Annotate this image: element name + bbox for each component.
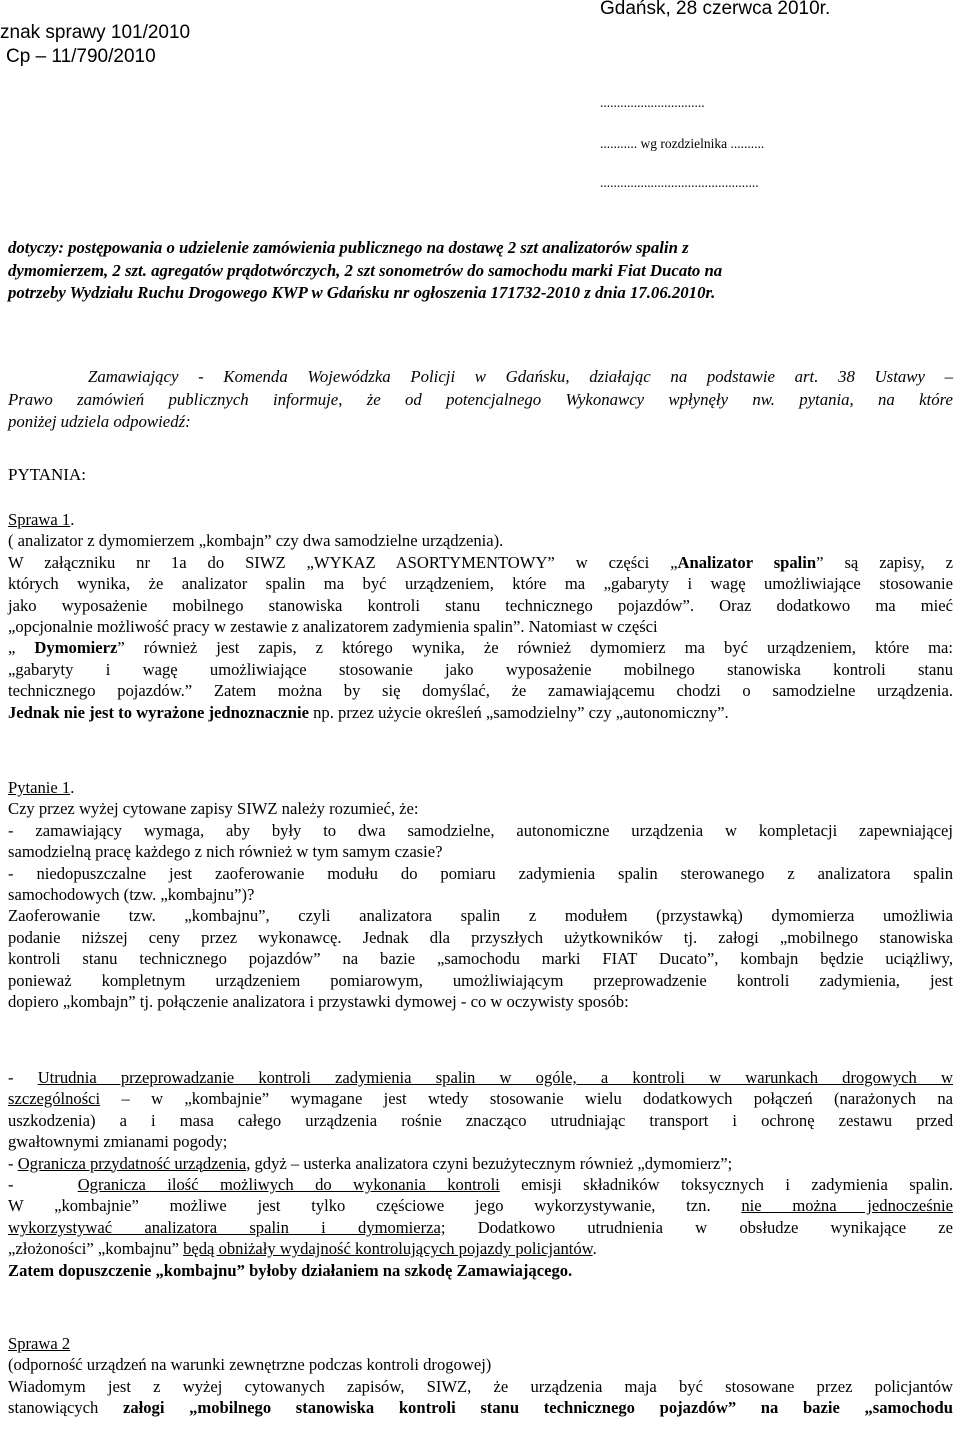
- text-span: -: [8, 1153, 18, 1173]
- sprawa-1-line: technicznego pojazdów.” Zatem można by się domyślać, że zamawiającemu chodzi o samodzielne urządzenia.: [8, 681, 953, 701]
- pytanie-1-title-text: Pytanie 1: [8, 778, 71, 797]
- sprawa-2-line: Wiadomym jest z wyżej cytowanych zapisów, SIWZ, że urządzenia maja być stosowane przez policjantów: [8, 1376, 953, 1396]
- point-line: [8, 1238, 953, 1259]
- text-span: Dodatkowo utrudnienia w obsłudze wynikające ze: [445, 1217, 953, 1237]
- pytanie-1-line: - zamawiający wymaga, aby były to dwa samodzielne, autonomiczne urządzenia w kompletacji zapewniającej: [8, 820, 953, 840]
- intro-line: poniżej udziela odpowiedź:: [8, 412, 191, 432]
- pytanie-1-line: ponieważ kompletnym urządzeniem pomiarowym, umożliwiającym przeprowadzenie kontroli zadymienia, jest: [8, 970, 953, 990]
- sprawa-2-title-text: Sprawa 2: [8, 1334, 71, 1353]
- conclusion-text: Zatem dopuszczenie „kombajnu” byłoby działaniem na szkodę Zamawiającego.: [8, 1260, 573, 1280]
- pytanie-1-line: dopiero „kombajn” tj. połączenie analizatora i przystawki dymowej - co w oczywisty sposób:: [8, 992, 629, 1012]
- text-span: W załączniku nr 1a do SIWZ „WYKAZ ASORTYMENTOWY” w części „: [8, 552, 678, 572]
- bold-phrase: załogi „mobilnego stanowiska kontroli stanu technicznego pojazdów” na bazie „samochodu: [122, 1398, 953, 1418]
- underlined-text: szczególności: [8, 1089, 101, 1109]
- text-span: .: [592, 1239, 597, 1259]
- underlined-text: Ogranicza przydatność urządzenia: [17, 1153, 247, 1173]
- point-line: [8, 1088, 953, 1109]
- subject-line: dymomierzem, 2 szt. agregatów prądotwórczych, 2 szt sonometrów do samochodu marki Fiat Ducato na: [8, 260, 723, 280]
- sprawa-1-title: [8, 509, 953, 530]
- bold-term: Analizator spalin: [677, 552, 817, 572]
- sprawa-1-line: [8, 552, 953, 573]
- pytanie-1-title-dot: .: [70, 778, 75, 797]
- text-span: – w „kombajnie” wymagane jest wtedy stosowanie wielu dodatkowych połączeń (narażonych na: [100, 1089, 953, 1109]
- point-line: [8, 1174, 953, 1195]
- sprawa-2-section: [8, 1333, 953, 1419]
- subject-line: potrzeby Wydziału Ruchu Drogowego KWP w Gdańsku nr ogłoszenia 171732-2010 z dnia 17.06.2010r.: [8, 283, 716, 303]
- bold-phrase: Jednak nie jest to wyrażone jednoznacznie: [8, 702, 309, 722]
- point-line: uszkodzenia) a i masa całego urządzenia rośnie znacząco utrudniając transport i ochronę zestawu przed: [8, 1110, 953, 1130]
- sprawa-2-title: [8, 1333, 953, 1354]
- consequences-list: [8, 1067, 953, 1281]
- place-date: Gdańsk, 28 czerwca 2010r.: [600, 0, 831, 19]
- sprawa-1-subtitle: ( analizator z dymomierzem „kombajn” czy dwa samodzielne urządzenia).: [8, 531, 504, 551]
- recipient-line-3: ...............................................: [600, 175, 759, 190]
- sprawa-1-line: „gabaryty i wagę umożliwiające stosowanie jako wyposażenie mobilnego stanowiska kontroli stanu: [8, 659, 953, 679]
- intro-line: Zamawiający - Komenda Wojewódzka Policji w Gdańsku, działając na podstawie art. 38 Ustawy –: [88, 367, 953, 386]
- subject: [8, 237, 953, 305]
- point-line: [8, 1067, 953, 1088]
- text-span: -: [8, 1068, 38, 1087]
- underlined-text: będą obniżały wydajność kontrolujących pojazdy policjantów: [183, 1239, 593, 1259]
- bold-term: Dymomierz: [34, 638, 118, 658]
- underlined-text: Ogranicza ilość możliwych do wykonania kontroli: [77, 1175, 500, 1195]
- sprawa-1-title-dot: .: [70, 510, 75, 529]
- text-span: , gdyż – usterka analizatora czyni bezużytecznym również „dymomierz”;: [246, 1153, 733, 1173]
- point-line: gwałtownymi zmianami pogody;: [8, 1132, 228, 1152]
- text-span: -: [8, 1175, 78, 1195]
- case-number: Cp – 11/790/2010: [6, 46, 156, 67]
- pytanie-1-line: kontroli stanu technicznego pojazdów” na bazie „samochodu marki FIAT Ducato”, kombajn będzie uciążliwy,: [8, 949, 953, 969]
- underlined-text: Utrudnia przeprowadzanie kontroli zadymienia spalin w ogóle, a kontroli w warunkach drogowych w: [37, 1068, 953, 1087]
- pytanie-1-line: podanie niższej ceny przez wykonawcę. Jednak dla przyszłych użytkowników tj. załogi „mobilnego stanowiska: [8, 927, 953, 947]
- conclusion: [8, 1260, 953, 1281]
- text-span: „złożoności” „kombajnu”: [8, 1239, 184, 1259]
- point-line: [8, 1217, 953, 1238]
- intro-paragraph: [8, 366, 953, 434]
- sprawa-1-line: jako wyposażenie mobilnego stanowiska kontroli stanu technicznego pojazdów”. Oraz dodatkowo ma mieć: [8, 595, 953, 615]
- pytanie-1-line: Zaoferowanie tzw. „kombajnu”, czyli analizatora spalin z modułem (przystawką) dymomierza umożliwia: [8, 906, 953, 926]
- text-span: ” również jest zapis, z którego wynika, że również dymomierz ma być urządzeniem, które ma:: [117, 638, 954, 658]
- intro-line: Prawo zamówień publicznych informuje, że od potencjalnego Wykonawcy wpłynęły nw. pytania, na które: [8, 389, 953, 409]
- subject-line: dotyczy: postępowania o udzielenie zamówienia publicznego na dostawę 2 szt analizatorów spalin z: [8, 238, 689, 257]
- text-span: „: [8, 638, 35, 658]
- sprawa-1-title-text: Sprawa 1: [8, 510, 71, 529]
- text-span: W „kombajnie” możliwe jest tylko częściowe jego wykorzystywanie, tzn.: [8, 1196, 742, 1216]
- questions-heading: PYTANIA:: [8, 465, 86, 484]
- case-reference: znak sprawy 101/2010: [0, 22, 191, 43]
- text-span: stanowiących: [8, 1398, 123, 1418]
- text-span: np. przez użycie określeń „samodzielny” czy „autonomiczny”.: [308, 702, 729, 722]
- text-span: emisji składników toksycznych i zadymienia spalin.: [499, 1175, 953, 1195]
- recipient-line-2: ........... wg rozdzielnika ..........: [600, 136, 765, 151]
- underlined-text: wykorzystywać analizatora spalin i dymomierza;: [8, 1217, 446, 1237]
- point-line: [8, 1195, 953, 1216]
- sprawa-1-line: których wynika, że analizator spalin ma być urządzeniem, które ma „gabaryty i wagę umożliwiające stosowanie: [8, 574, 953, 594]
- pytanie-1-line: samodzielną pracę każdego z nich również w tym samym czasie?: [8, 842, 443, 862]
- recipient-line-1: ...............................: [600, 95, 705, 110]
- pytanie-1-title: [8, 777, 953, 798]
- pytanie-1-line: samochodowych (tzw. „kombajnu”)?: [8, 885, 255, 905]
- sprawa-1-section: [8, 509, 953, 723]
- pytanie-1-section: [8, 777, 953, 1012]
- underlined-text: nie można jednocześnie: [741, 1196, 953, 1216]
- point-line: [8, 1153, 953, 1174]
- sprawa-2-subtitle: (odporność urządzeń na warunki zewnętrzne podczas kontroli drogowej): [8, 1355, 492, 1375]
- sprawa-2-line: [8, 1397, 953, 1418]
- text-span: ” są zapisy, z: [816, 552, 953, 572]
- sprawa-1-line: [8, 702, 953, 723]
- sprawa-1-line: „opcjonalnie możliwość pracy w zestawie z analizatorem zadymienia spalin”. Natomiast w części: [8, 617, 658, 637]
- pytanie-1-line: Czy przez wyżej cytowane zapisy SIWZ należy rozumieć, że:: [8, 799, 419, 819]
- pytanie-1-line: - niedopuszczalne jest zaoferowanie modułu do pomiaru zadymienia spalin sterowanego z analizatora spalin: [8, 863, 953, 883]
- sprawa-1-line: [8, 637, 953, 658]
